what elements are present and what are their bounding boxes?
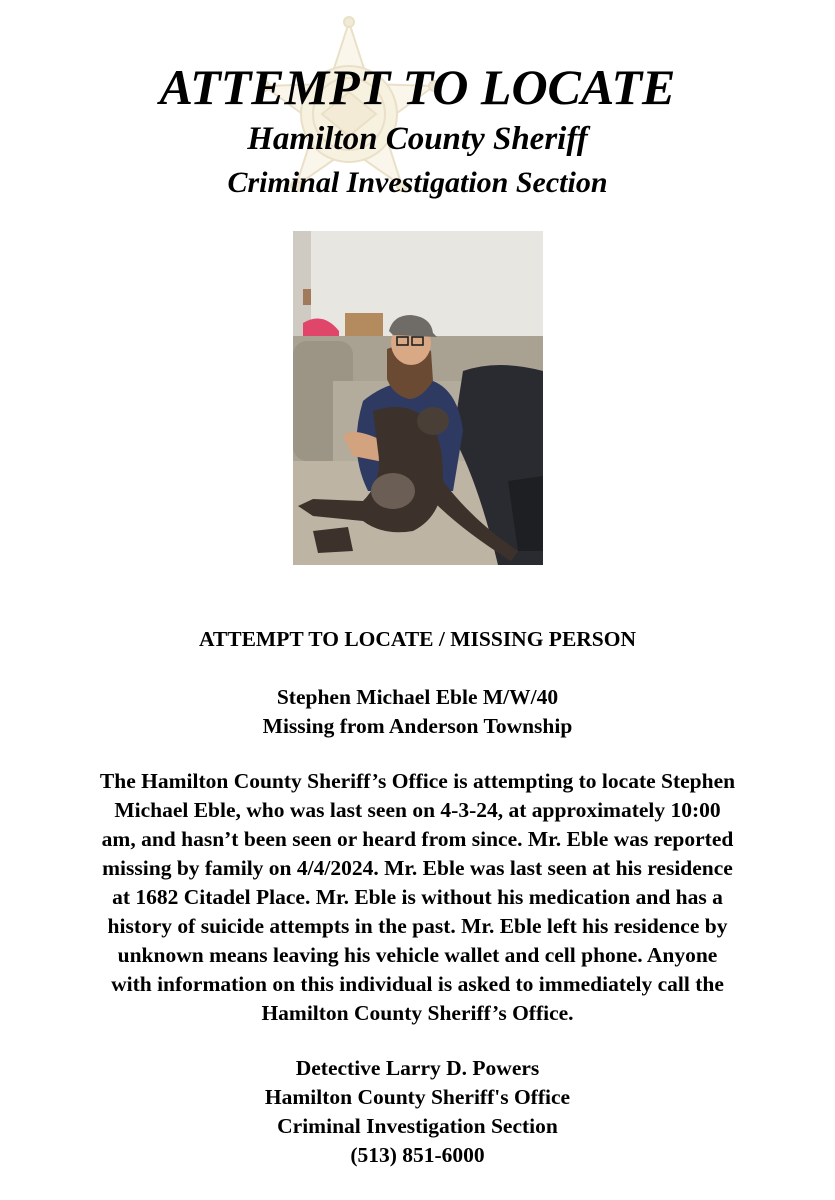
paragraph-line: Hamilton County Sheriff’s Office. <box>261 1001 574 1025</box>
notice-heading: ATTEMPT TO LOCATE / MISSING PERSON <box>198 627 637 651</box>
subject-name-line: Stephen Michael Eble M/W/40 <box>276 685 559 709</box>
notice-paragraph <box>40 767 795 1028</box>
paragraph-line: am, and hasn’t been seen or heard from since. Mr. Eble was reported <box>101 827 734 851</box>
paragraph-line: missing by family on 4/4/2024. Mr. Eble was last seen at his residence <box>102 856 733 880</box>
paragraph-line: history of suicide attempts in the past. Mr. Eble left his residence by <box>107 914 728 938</box>
contact-phone: (513) 851-6000 <box>350 1143 485 1167</box>
contact-office: Hamilton County Sheriff's Office <box>264 1085 571 1109</box>
paragraph-line: at 1682 Citadel Place. Mr. Eble is without his medication and has a <box>112 885 723 909</box>
contact-section: Criminal Investigation Section <box>277 1114 558 1138</box>
page-title: ATTEMPT TO LOCATE <box>159 59 676 115</box>
detective-name: Detective Larry D. Powers <box>295 1056 540 1080</box>
paragraph-line: with information on this individual is asked to immediately call the <box>111 972 724 996</box>
contact-block <box>40 1054 795 1170</box>
paragraph-line: unknown means leaving his vehicle wallet and cell phone. Anyone <box>117 943 718 967</box>
section-name: Criminal Investigation Section <box>227 166 608 199</box>
missing-person-photo <box>293 231 543 565</box>
flyer-header <box>0 60 835 200</box>
paragraph-line: The Hamilton County Sheriff’s Office is attempting to locate Stephen <box>99 769 736 793</box>
paragraph-line: Michael Eble, who was last seen on 4-3-24, at approximately 10:00 <box>114 798 721 822</box>
subject-location-line: Missing from Anderson Township <box>262 714 573 738</box>
agency-name: Hamilton County Sheriff <box>247 121 588 157</box>
subject-block <box>40 683 795 741</box>
